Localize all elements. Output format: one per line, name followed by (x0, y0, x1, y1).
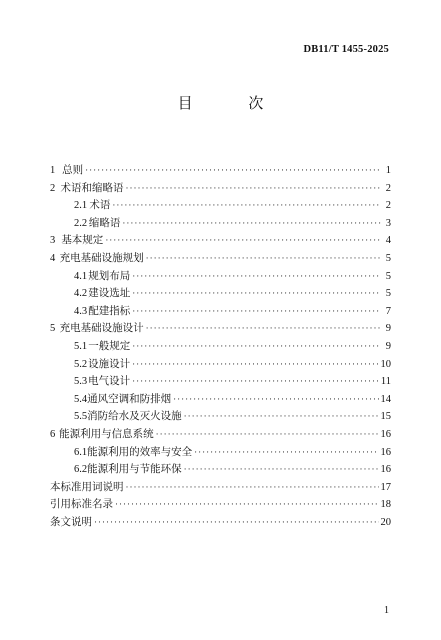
toc-entry-label: 电气设计 (88, 376, 131, 388)
toc-entry[interactable] (50, 303, 391, 321)
toc-entry-label: 能源利用的效率与安全 (87, 446, 193, 458)
toc-entry-page: 11 (380, 376, 391, 388)
toc-entry-number: 5 (50, 323, 56, 335)
toc-entry-number: 4.2 (74, 288, 88, 300)
toc-entry-number: 5.2 (74, 358, 88, 370)
dot-leader (122, 218, 381, 228)
toc-entry-label: 规划布局 (88, 270, 131, 282)
toc-entry[interactable] (50, 162, 391, 180)
dot-leader (132, 359, 378, 369)
dot-leader (115, 499, 379, 509)
toc-entry-label: 配建指标 (88, 305, 131, 317)
toc-entry-page: 7 (385, 305, 391, 317)
toc-entry[interactable] (50, 391, 391, 409)
dot-leader (132, 376, 379, 386)
toc-entry[interactable] (50, 197, 391, 215)
toc-entry-number: 6.1 (74, 446, 88, 458)
dot-leader (105, 235, 381, 245)
dot-leader (132, 271, 381, 281)
dot-leader (146, 253, 381, 263)
toc-entry-page: 10 (380, 358, 391, 370)
toc-entry-number: 5.1 (74, 340, 88, 352)
toc-entry-page: 1 (385, 165, 391, 176)
toc-entry-number: 4.3 (74, 305, 88, 317)
dot-leader (194, 447, 378, 457)
page-title: 目 次 (177, 96, 290, 112)
toc-entry[interactable] (50, 479, 391, 497)
toc-entry-page: 2 (385, 200, 391, 212)
toc-entry[interactable] (50, 426, 391, 444)
dot-leader (94, 517, 379, 527)
toc-entry-page: 9 (385, 323, 391, 335)
dot-leader (156, 429, 379, 439)
toc-entry[interactable] (50, 320, 391, 338)
toc-entry[interactable] (50, 408, 391, 426)
toc-entry-page: 3 (385, 217, 391, 229)
toc-entry-number: 6 (50, 428, 56, 440)
toc-entry[interactable] (50, 232, 391, 250)
dot-leader (132, 288, 381, 298)
toc-entry-label: 能源利用与信息系统 (59, 428, 154, 440)
dot-leader (112, 200, 381, 210)
toc-entry[interactable] (50, 496, 391, 514)
toc-entry-page: 4 (385, 235, 391, 247)
toc-entry[interactable] (50, 356, 391, 374)
toc-entry-page: 20 (380, 516, 391, 528)
toc-entry-page: 17 (380, 481, 391, 493)
toc-entry-page: 9 (385, 340, 391, 352)
dot-leader (132, 306, 381, 316)
toc-entry-number: 4.1 (74, 270, 88, 282)
toc-entry-number: 3 (50, 235, 56, 247)
toc-entry[interactable] (50, 514, 391, 532)
toc-entry-label: 基本规定 (61, 235, 104, 247)
toc-entry-number: 1 (50, 165, 56, 176)
dot-leader (125, 183, 381, 193)
toc-entry[interactable] (50, 285, 391, 303)
toc-entry-label: 设施设计 (88, 358, 131, 370)
dot-leader (184, 464, 379, 474)
toc-entry-number: 2 (50, 182, 56, 194)
toc-entry[interactable] (50, 268, 391, 286)
toc-entry-label: 一般规定 (88, 340, 131, 352)
page-number: 1 (384, 605, 389, 616)
toc-entry[interactable] (50, 444, 391, 462)
toc-entry-label: 引用标准名录 (50, 499, 113, 511)
toc-entry-page: 5 (385, 288, 391, 300)
toc-entry-number: 6.2 (74, 464, 88, 476)
toc-entry-label: 本标准用词说明 (50, 481, 124, 493)
toc-entry-number: 5.3 (74, 376, 88, 388)
toc-entry-page: 5 (385, 252, 391, 264)
toc-entry-label: 建设选址 (88, 288, 131, 300)
toc-entry-label: 通风空调和防排烟 (87, 393, 172, 405)
dot-leader (173, 394, 378, 404)
dot-leader (146, 323, 381, 333)
toc-entry-label: 条文说明 (50, 516, 92, 528)
toc-entry-page: 5 (385, 270, 391, 282)
toc-entry-page: 14 (380, 393, 391, 405)
toc-entry-label: 缩略语 (88, 217, 121, 229)
dot-leader (132, 341, 381, 351)
dot-leader (126, 482, 379, 492)
toc-entry-page: 18 (380, 499, 391, 511)
toc-entry[interactable] (50, 250, 391, 268)
toc-entry-label: 充电基础设施规划 (59, 252, 144, 264)
toc-entry-number: 2.1 (74, 200, 88, 212)
dot-leader (85, 165, 381, 175)
table-of-contents (50, 162, 391, 531)
toc-entry[interactable] (50, 180, 391, 198)
toc-entry-number: 2.2 (74, 217, 88, 229)
toc-entry[interactable] (50, 461, 391, 479)
toc-entry-label: 能源利用与节能环保 (87, 464, 182, 476)
document-code: DB11/T 1455-2025 (303, 44, 389, 55)
toc-entry-number: 5.5 (74, 411, 88, 423)
toc-entry-page: 16 (380, 464, 391, 476)
toc-entry[interactable] (50, 373, 391, 391)
toc-entry-label: 术语和缩略语 (60, 182, 124, 194)
toc-entry-label: 消防给水及灭火设施 (87, 411, 182, 423)
toc-entry-page: 2 (385, 182, 391, 194)
toc-entry-page: 16 (380, 446, 391, 458)
toc-entry-label: 术语 (89, 200, 111, 212)
toc-entry[interactable] (50, 215, 391, 233)
toc-entry-label: 充电基础设施设计 (59, 323, 144, 335)
toc-entry[interactable] (50, 338, 391, 356)
dot-leader (184, 411, 379, 421)
toc-entry-page: 16 (380, 428, 391, 440)
toc-entry-number: 4 (50, 252, 56, 264)
toc-entry-label: 总则 (62, 165, 84, 176)
toc-entry-number: 5.4 (74, 393, 88, 405)
toc-entry-page: 15 (380, 411, 391, 423)
